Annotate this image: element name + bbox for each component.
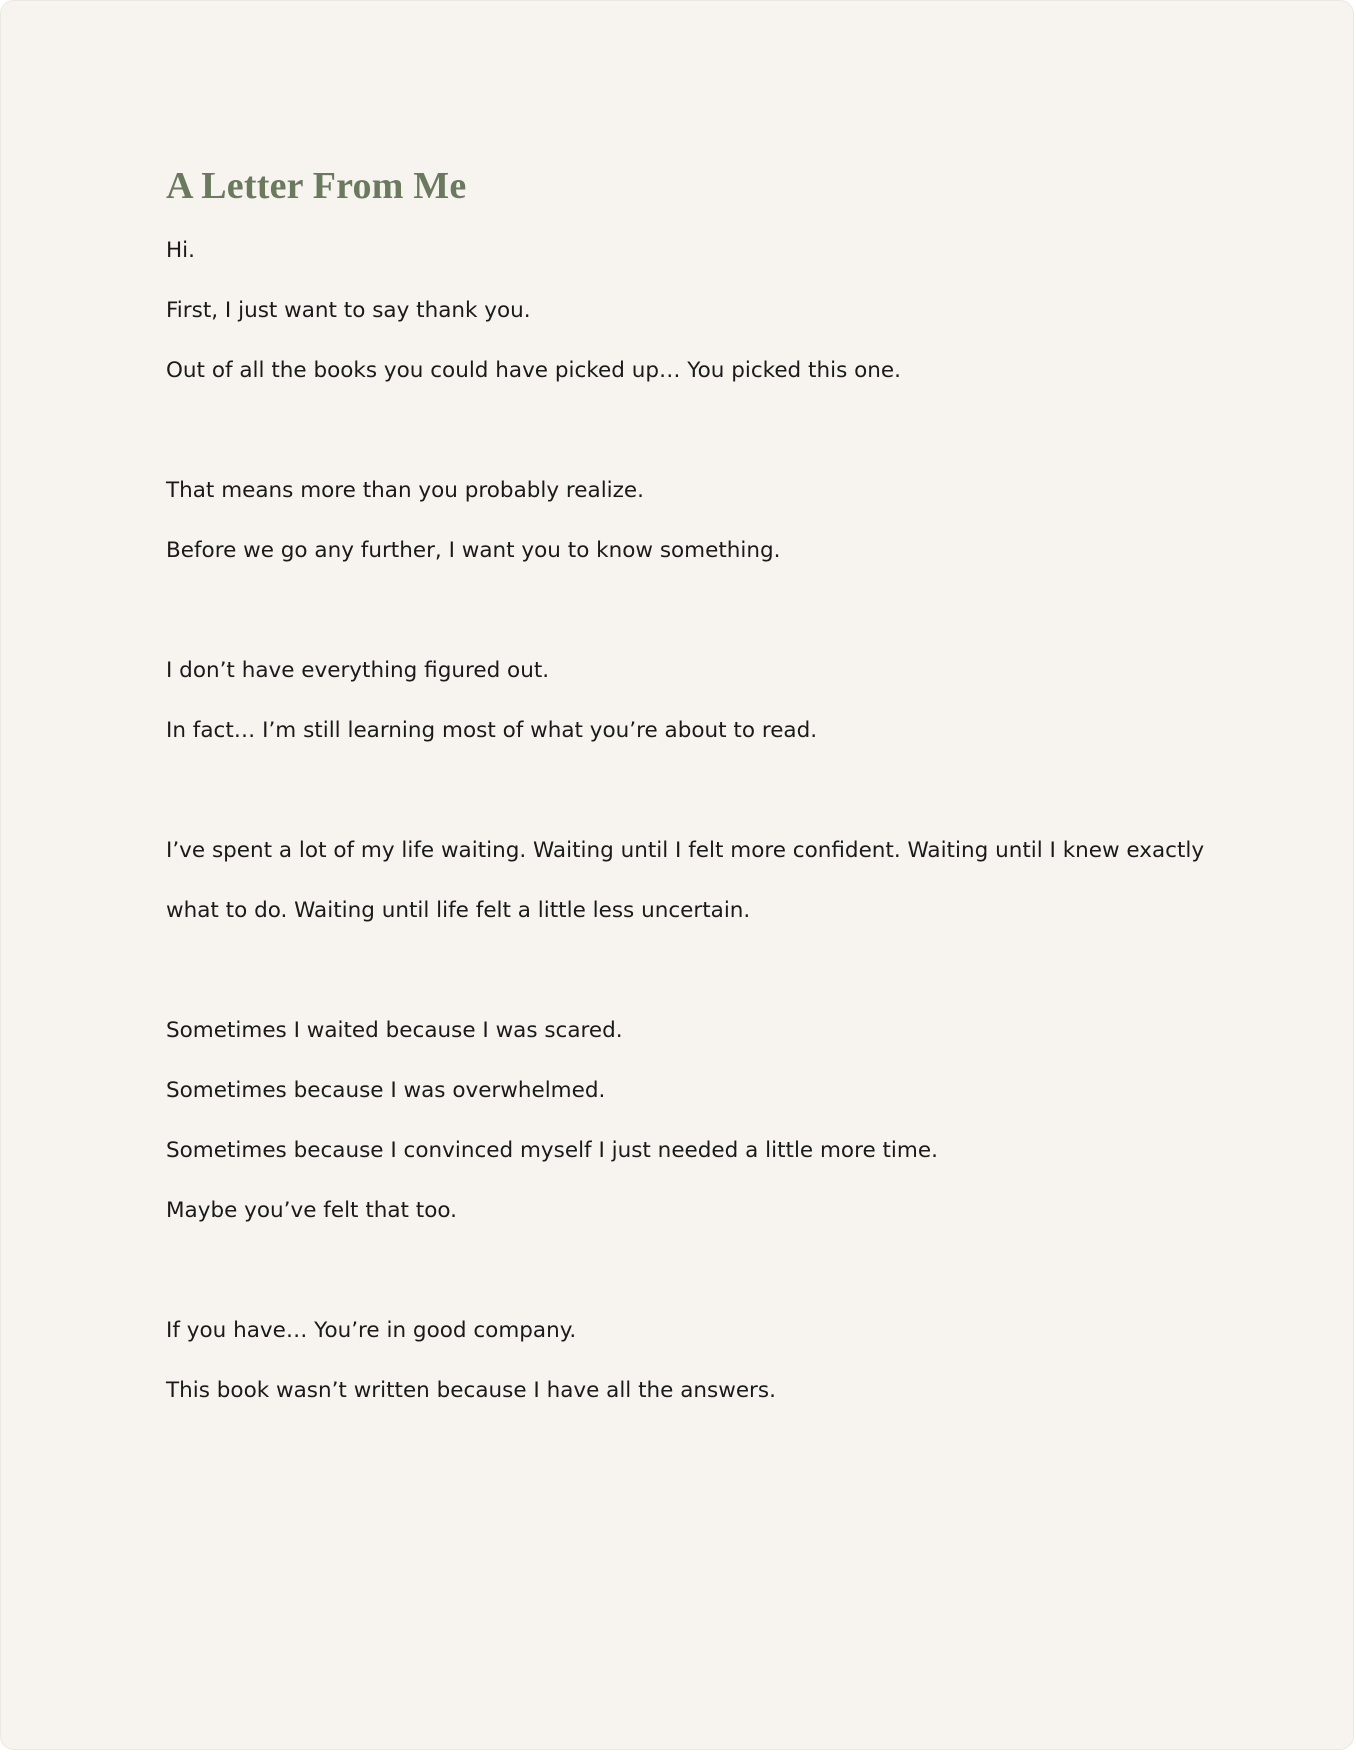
paragraph: That means more than you probably realize. xyxy=(166,478,644,503)
paragraph: In fact… I’m still learning most of what you’re about to read. xyxy=(166,718,818,743)
paragraph: Sometimes because I was overwhelmed. xyxy=(166,1078,606,1103)
paragraph: Before we go any further, I want you to know something. xyxy=(166,538,781,563)
paragraph: Out of all the books you could have picked up… You picked this one. xyxy=(166,358,901,383)
page-title: A Letter From Me xyxy=(166,165,467,207)
paragraph: I’ve spent a lot of my life waiting. Waiting until I felt more confident. Waiting until I knew exactly what to do. Waiting until life felt a little less uncertain. xyxy=(166,838,1205,923)
paragraph: If you have… You’re in good company. xyxy=(166,1318,577,1343)
paragraph: I don’t have everything figured out. xyxy=(166,658,550,683)
paragraph: First, I just want to say thank you. xyxy=(166,298,531,323)
paragraph: This book wasn’t written because I have all the answers. xyxy=(166,1378,776,1403)
paragraph: Sometimes because I convinced myself I just needed a little more time. xyxy=(166,1138,938,1163)
letter-content xyxy=(166,163,1226,1421)
paragraph: Hi. xyxy=(166,238,195,263)
paragraph: Maybe you’ve felt that too. xyxy=(166,1198,458,1223)
paragraph: Sometimes I waited because I was scared. xyxy=(166,1018,623,1043)
